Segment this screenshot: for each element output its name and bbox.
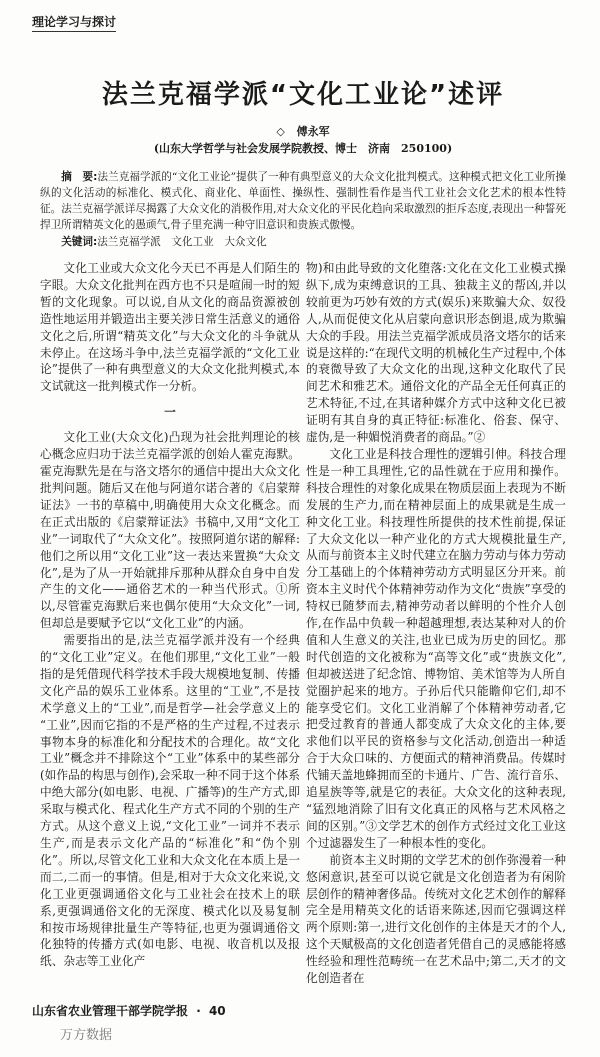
body-columns xyxy=(40,260,566,987)
diamond-icon: ◇ xyxy=(276,125,285,138)
page-number: 40 xyxy=(208,1003,226,1018)
right-column xyxy=(306,260,566,987)
author-affiliation: (山东大学哲学与社会发展学院教授、博士 济南 250100) xyxy=(153,142,453,155)
abstract xyxy=(40,169,566,233)
footer-separator: · xyxy=(196,1003,201,1018)
abstract-label: 摘 要: xyxy=(61,171,98,183)
section-header: 理论学习与探讨 xyxy=(32,14,116,32)
body-paragraph: 文化工业(大众文化)凸现为社会批判理论的核心概念应归功于法兰克福学派的创始人霍克海默。霍克海默先是在与洛文塔尔的通信中提出大众文化批判问题。随后又在他与阿道尔诺合著的《启蒙辩证法》一书的草稿中,明确使用大众文化概念。而在正式出版的《启蒙辩证法》书稿中,又用“文化工业”一词取代了“大众文化”。按照阿道尔诺的解释:他们之所以用“文化工业”这一表达来置换“大众文化”,是为了从一开始就排斥那种从群众自身中自发产生的文化——通俗艺术的一种当代形式。①所以,尽管霍克海默后来也偶尔使用“大众文化”一词,但却总是要赋予它以“文化工业”的内涵。 xyxy=(40,430,300,631)
body-paragraph: 文化工业是科技合理性的逻辑引伸。科技合理性是一种工具理性,它的品性就在于应用和操作。科技合理性的对象化成果在物质层面上表现为不断发展的生产力,而在精神层面上的成果就是生成一种文化工业。科技理性所提供的技术性前提,保证了大众文化以一种产业化的方式大规模批量生产,从而与前资本主义时代建立在脑力劳动与体力劳动分工基础上的个体精神劳动方式明显区分开来。前资本主义时代个体精神劳动作为文化“贵族”享受的特权已随梦而去,精神劳动者以鲜明的个性介人创作,在作品中负载一种超越理想,表达某种对人的价值和人生意义的关注,也业已成为历史的回忆。那时代创造的文化被称为“高等文化”或“贵族文化”,但却被送进了纪念馆、博物馆、美术馆等为人所自觉圈护起来的地方。子孙后代只能瞻仰它们,却不能享受它们。文化工业消解了个体精神劳动者,它把受过教育的普通人都变成了大众文化的主体,要求他们以平民的资格参与文化活动,创造出一种适合于大众口味的、方便面式的精神消费品。传媒时代铺天盖地蜂拥而至的卡通片、广告、流行音乐、追星族等等,就是它的表征。大众文化的这种表现,“猛烈地消除了旧有文化真正的风格与艺术风格之间的区别。”③文学艺术的创作方式经过文化工业这个过滤器发生了一种根本性的变化。 xyxy=(306,446,566,850)
abstract-text: 法兰克福学派的“文化工业论”提供了一种有典型意义的大众文化批判模式。这种模式把文化工业所操纵的文化活动的标准化、模式化、商业化、单面性、操纵性、强制性看作是当代工业社会文化艺术的根本性特征。法兰克福学派详尽揭露了大众文化的消极作用,对大众文化的平民化趋向采取激烈的拒斥态度,表现出一种誓死捍卫所谓精英文化的愚顽气,骨子里充满一种守旧意识和贵族式傲慢。 xyxy=(40,171,566,231)
watermark: 万方数据 xyxy=(60,1027,113,1043)
author-line xyxy=(40,124,566,140)
keywords-label: 关键词: xyxy=(61,236,98,248)
article-title: 法兰克福学派“文化工业论”述评 xyxy=(101,80,505,110)
left-column xyxy=(40,260,300,970)
body-paragraph: 前资本主义时期的文学艺术的创作弥漫着一种悠闲意识,甚至可以说它就是文化创造者为有闲阶层创作的精神奢侈品。传统对文化艺术创作的解释完全是用精英文化的话语来陈述,因而它强调这样两个原则:第一,进行文化创作的主体是天才的个人,这个天赋极高的文化创造者凭借自己的灵感能将感性经验和理性范畴统一在艺术品中;第二,天才的文化创造者在 xyxy=(306,852,566,986)
journal-name: 山东省农业管理干部学院学报 xyxy=(32,1003,189,1018)
body-paragraph: 文化工业或大众文化今天已不再是人们陌生的字眼。大众文化批判在西方也不只是喧闹一时的短暂的文化现象。可以说,自从文化的商品资源被创造性地运用并锻造出主要关涉日常生活意义的通俗文化之后,所谓“精英文化”与大众文化的斗争就从未停止。在这场斗争中,法兰克福学派的“文化工业论”提供了一种有典型意义的大众文化批判模式,本文试就这一批判模式作一分析。 xyxy=(40,261,300,394)
author-name: 傅永军 xyxy=(296,125,330,138)
body-paragraph: 物)和由此导致的文化堕落:文化在文化工业模式操纵下,成为束缚意识的工具、独裁主义的帮凶,并以较前更为巧妙有效的方式(娱乐)来欺骗大众、奴役人,从而促使文化从启蒙向意识形态倒退,成为欺骗大众的手段。用法兰克福学派成员洛文塔尔的话来说是这样的:“在现代文明的机械化生产过程中,个体的衰微导致了大众文化的出现,这种文化取代了民间艺术和雅艺术。通俗文化的产品全无任何真正的艺术特征,不过,在其诸种媒介方式中这种文化已被证明有其自身的真正特征:标准化、俗套、保守、虚伪,是一种媚悦消费者的商品。”② xyxy=(306,261,566,445)
page-footer xyxy=(32,1003,566,1019)
keywords xyxy=(40,234,566,250)
body-paragraph: 需要指出的是,法兰克福学派并没有一个经典的“文化工业”定义。在他们那里,“文化工业”一般指的是凭借现代科学技术手段大规模地复制、传播文化产品的娱乐工业体系。这里的“工业”,不是技术学意义上的“工业”,而是哲学—社会学意义上的“工业”,因而它指的不是严格的生产过程,不过表示事物本身的标准化和分配技术的合理化。故“文化工业”概念并不排除这个“工业”体系中的某些部分(如作品的构思与创作),会采取一种不同于这个体系中绝大部分(如电影、电视、广播等)的生产方式,即采取与模式化、程式化生产方式不同的个别的生产方式。从这个意义上说,“文化工业”一词并不表示生产,而是表示文化产品的“标准化”和“伪个别化”。所以,尽管文化工业和大众文化在本质上是一而二,二而一的事情。但是,相对于大众文化来说,文化工业更强调通俗文化与工业社会在技术上的联系,更强调通俗文化的无深度、模式化以及易复制和按市场规律批量生产等特征,也更为强调通俗文化独特的传播方式(如电影、电视、收音机以及报纸、杂志等工业化产 xyxy=(40,633,300,969)
section-number: 一 xyxy=(164,405,176,420)
keywords-text: 法兰克福学派 文化工业 大众文化 xyxy=(97,236,267,248)
